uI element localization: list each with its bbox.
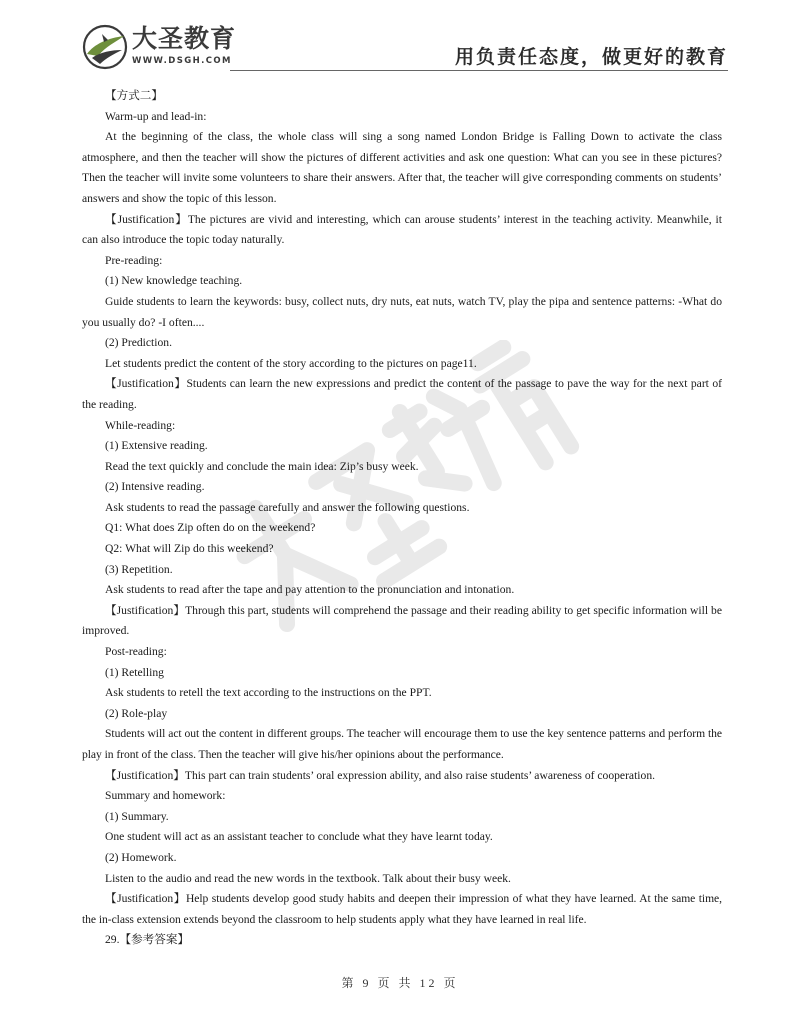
page-header (0, 0, 800, 78)
stage-heading: Pre-reading: (105, 253, 163, 267)
stage-heading: Warm-up and lead-in: (105, 109, 207, 123)
justification-paragraph: 【Justification】Help students develop good study habits and deepen their impression of what they have learned. At the same time, the in-class extension extends beyond the classroom to help students apply what they have learned in real life. (82, 892, 722, 926)
brand-url: WWW.DSGH.COM (132, 56, 232, 66)
step-heading: (1) Retelling (105, 665, 164, 679)
answer-heading: 29.【参考答案】 (105, 933, 190, 947)
stage-heading: Post-reading: (105, 645, 167, 659)
step-heading: (2) Intensive reading. (105, 480, 205, 494)
paragraph: At the beginning of the class, the whole class will sing a song named London Bridge is Falling Down to activate the class atmosphere, and then the teacher will show the pictures of different activities and ask one question: What can you see in these pictures? Then the teacher will invite some volunteers to share their answers. After that, the teacher will give corresponding comments on students’ answers and show the topic of this lesson. (82, 130, 722, 205)
paragraph: Ask students to read after the tape and pay attention to the pronunciation and intonation. (105, 583, 515, 597)
paragraph: Guide students to learn the keywords: busy, collect nuts, dry nuts, eat nuts, watch TV, play the pipa and sentence patterns: -What do you usually do? -I often.... (82, 294, 722, 329)
step-heading: (2) Homework. (105, 850, 177, 864)
step-heading: (2) Prediction. (105, 336, 172, 350)
justification-paragraph: 【Justification】This part can train students’ oral expression ability, and also raise students’ awareness of cooperation. (105, 768, 656, 782)
dasheng-logo-icon (82, 24, 128, 70)
step-heading: (1) New knowledge teaching. (105, 274, 243, 288)
justification-paragraph: 【Justification】The pictures are vivid and interesting, which can arouse students’ interest in the teaching activity. Meanwhile, it can also introduce the topic today naturally. (82, 212, 722, 247)
page-number: 第 9 页 共 12 页 (341, 976, 459, 990)
section-heading: 【方式二】 (105, 89, 163, 102)
step-heading: (1) Extensive reading. (105, 439, 208, 453)
paragraph: Let students predict the content of the story according to the pictures on page11. (105, 356, 477, 370)
step-heading: (2) Role-play (105, 706, 168, 720)
paragraph: Students will act out the content in different groups. The teacher will encourage them to use the key sentence patterns and perform the play in front of the class. Then the teacher will give his/her opinions about the performance. (82, 727, 722, 761)
justification-paragraph: 【Justification】Students can learn the new expressions and predict the content of the passage to pave the way for the next part of the reading. (82, 377, 722, 411)
document-body (82, 86, 722, 951)
brand-name: 大圣教育 (132, 24, 237, 53)
question-line: Q2: What will Zip do this weekend? (105, 542, 274, 556)
header-divider (230, 70, 728, 71)
step-heading: (1) Summary. (105, 809, 169, 823)
paragraph: Ask students to retell the text according to the instructions on the PPT. (105, 686, 432, 700)
paragraph: Listen to the audio and read the new words in the textbook. Talk about their busy week. (105, 871, 511, 885)
justification-paragraph: 【Justification】Through this part, students will comprehend the passage and their reading ability to get specific information will be improved. (82, 603, 722, 638)
paragraph: One student will act as an assistant teacher to conclude what they have learnt today. (105, 830, 493, 844)
step-heading: (3) Repetition. (105, 562, 173, 576)
paragraph: Read the text quickly and conclude the main idea: Zip’s busy week. (105, 459, 419, 473)
question-line: Q1: What does Zip often do on the weekend? (105, 521, 316, 535)
paragraph: Ask students to read the passage carefully and answer the following questions. (105, 500, 470, 514)
stage-heading: While-reading: (105, 418, 176, 432)
header-slogan: 用负责任态度，做更好的教育 (454, 46, 728, 68)
stage-heading: Summary and homework: (105, 789, 226, 803)
